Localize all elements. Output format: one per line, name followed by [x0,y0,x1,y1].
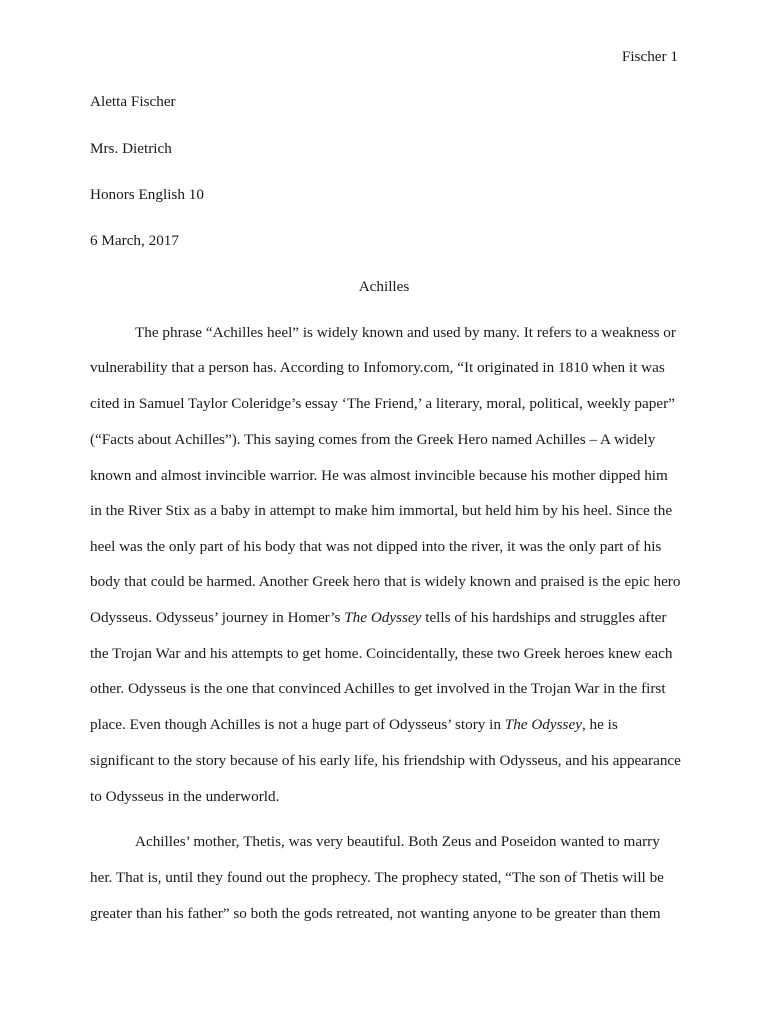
course-name: Honors English 10 [90,186,204,203]
essay-title: Achilles [358,278,410,295]
paragraph-1-line [90,716,618,734]
paragraph-1-line: in the River Stix as a baby in attempt to make him immortal, but held him by his heel. Since the [90,502,673,519]
paragraph-1-line: significant to the story because of his early life, his friendship with Odysseus, and his appearance [90,752,681,769]
text-segment: tells of his hardships and struggles after [421,609,667,626]
text-segment: place. Even though Achilles is not a huge part of Odysseus’ story in [90,716,505,733]
paragraph-1-line: cited in Samuel Taylor Coleridge’s essay ‘The Friend,’ a literary, moral, political, weekly paper” [90,395,675,412]
paragraph-1-line: to Odysseus in the underworld. [90,788,280,805]
text-segment: , he is [581,716,618,733]
author-name: Aletta Fischer [90,93,176,110]
paragraph-1-line: vulnerability that a person has. According to Infomory.com, “It originated in 1810 when it was [90,359,665,376]
paragraph-1-line: (“Facts about Achilles”). This saying comes from the Greek Hero named Achilles – A widely [90,431,656,448]
paragraph-2-line: greater than his father” so both the gods retreated, not wanting anyone to be greater than them [90,905,661,922]
paragraph-1-line: other. Odysseus is the one that convinced Achilles to get involved in the Trojan War in the first [90,680,666,697]
book-title: The Odyssey [504,716,582,733]
date: 6 March, 2017 [90,232,179,249]
paragraph-1-line: body that could be harmed. Another Greek hero that is widely known and praised is the epic hero [90,573,681,590]
paragraph-1-line [90,609,666,627]
paragraph-1-line: heel was the only part of his body that was not dipped into the river, it was the only part of his [90,538,662,555]
text-segment: Odysseus. Odysseus’ journey in Homer’s [90,609,345,626]
paragraph-2-line: her. That is, until they found out the prophecy. The prophecy stated, “The son of Thetis will be [90,869,664,886]
paragraph-2-line: Achilles’ mother, Thetis, was very beautiful. Both Zeus and Poseidon wanted to marry [135,833,660,850]
paragraph-1-line: the Trojan War and his attempts to get home. Coincidentally, these two Greek heroes knew each [90,645,673,662]
teacher-name: Mrs. Dietrich [90,140,172,157]
paragraph-1-line: known and almost invincible warrior. He was almost invincible because his mother dipped him [90,467,668,484]
book-title: The Odyssey [344,609,422,626]
paragraph-1-line: The phrase “Achilles heel” is widely known and used by many. It refers to a weakness or [135,324,676,341]
running-head: Fischer 1 [621,48,678,65]
